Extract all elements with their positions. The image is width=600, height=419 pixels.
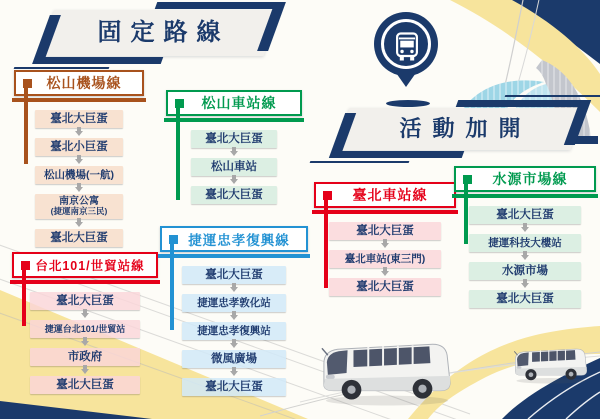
route-title: 台北101/世貿站線 [35,259,145,273]
banner-fixed-routes-title: 固定路線 [97,19,230,46]
route-header [314,182,456,208]
stop-box [469,234,581,252]
route-column [454,166,596,308]
stop-label: 臺北大巨蛋 [205,188,263,201]
stop-box [182,378,286,396]
route-header [14,70,144,96]
coach-bus-small-illustration [512,340,590,386]
stop-list [329,222,441,296]
stop-box [35,110,123,128]
stop-label: 水源市場 [502,264,548,277]
down-arrow-icon [230,151,238,156]
down-arrow-icon [521,227,529,232]
stop-box [30,376,140,394]
stop-box [182,322,286,340]
stop-box [35,138,123,156]
stop-label: 臺北小巨蛋 [50,140,108,153]
route-column [12,252,158,394]
stop-list [182,266,286,396]
stop-label: 臺北大巨蛋 [356,224,414,237]
coach-bus-large-illustration [318,328,456,410]
stop-list [469,206,581,308]
down-arrow-icon [381,271,389,276]
pin-tail [394,70,418,87]
stop-box [469,290,581,308]
stop-label: 捷運忠孝敦化站 [197,296,271,309]
route-vertical-line [170,242,174,330]
stop-box [329,278,441,296]
stop-box [30,348,140,366]
route-underline-bar [164,118,304,122]
stop-label: 臺北大巨蛋 [356,280,414,293]
route-header [454,166,596,192]
route-column [14,70,144,247]
pin-shadow [386,100,430,107]
route-header [166,90,302,116]
stop-label: 臺北大巨蛋 [205,268,263,281]
stop-label: 松山車站 [211,160,257,173]
down-arrow-icon [75,187,83,192]
stop-label: 捷運台北101/世貿站 [44,323,126,334]
down-arrow-icon [521,255,529,260]
down-arrow-icon [230,371,238,376]
route-header [160,226,308,252]
stop-box [35,194,123,219]
banner-fixed-routes [46,10,272,56]
route-underline-bar [10,280,160,284]
route-column [160,226,308,396]
route-vertical-line [324,198,328,288]
down-arrow-icon [230,315,238,320]
stop-box [182,294,286,312]
stop-box [191,130,277,148]
route-header [12,252,158,278]
stop-label: 臺北大巨蛋 [50,112,108,125]
route-title: 水源市場線 [492,171,568,187]
stop-list [35,110,123,247]
stop-label: 南京公寓 [59,195,99,207]
banner-event-extra [342,108,578,150]
stop-box [182,266,286,284]
route-title: 松山車站線 [201,95,277,111]
stop-label: 臺北大巨蛋 [56,378,114,391]
down-arrow-icon [75,159,83,164]
stop-box [30,292,140,310]
stop-box [329,222,441,240]
stop-label: 市政府 [67,350,103,363]
route-underline-bar [12,98,146,102]
stop-label: 臺北車站(東三門) [344,252,426,265]
bus-location-pin-icon [372,12,442,116]
stop-list [30,292,140,394]
down-arrow-icon [230,287,238,292]
down-arrow-icon [230,343,238,348]
down-arrow-icon [521,283,529,288]
stop-list [191,130,277,204]
route-underline-bar [452,194,598,198]
route-column [166,90,302,204]
stop-box [469,206,581,224]
route-title: 松山機場線 [46,75,122,91]
bus-icon [389,27,425,67]
route-title: 捷運忠孝復興線 [188,233,290,248]
stop-label: 捷運科技大樓站 [488,236,562,249]
route-vertical-line [464,182,468,244]
stop-label: 捷運忠孝復興站 [197,324,271,337]
route-vertical-line [176,106,180,200]
stop-box [35,166,123,184]
stop-label: 臺北大巨蛋 [56,294,114,307]
down-arrow-icon [81,341,89,346]
stop-label: 微風廣場 [211,352,257,365]
stop-label: 臺北大巨蛋 [50,231,108,244]
banner-event-extra-title: 活動加開 [399,116,532,141]
route-title: 臺北車站線 [352,187,428,203]
stop-label: 臺北大巨蛋 [205,132,263,145]
stop-label: 臺北大巨蛋 [205,380,263,393]
route-underline-bar [158,254,310,258]
down-arrow-icon [81,369,89,374]
stop-box [191,186,277,204]
stop-sublabel: (捷運南京三民) [50,206,108,216]
down-arrow-icon [75,131,83,136]
stop-box [30,320,140,338]
route-vertical-line [22,268,26,326]
stop-box [191,158,277,176]
route-underline-bar [312,210,458,214]
stop-label: 臺北大巨蛋 [496,208,554,221]
route-column [314,182,456,296]
stop-label: 松山機場(一航) [44,168,114,181]
stop-box [35,229,123,247]
down-arrow-icon [75,222,83,227]
route-vertical-line [24,86,28,164]
stop-box [182,350,286,368]
down-arrow-icon [230,179,238,184]
stop-box [329,250,441,268]
stop-box [469,262,581,280]
stop-label: 臺北大巨蛋 [496,292,554,305]
down-arrow-icon [381,243,389,248]
down-arrow-icon [81,313,89,318]
